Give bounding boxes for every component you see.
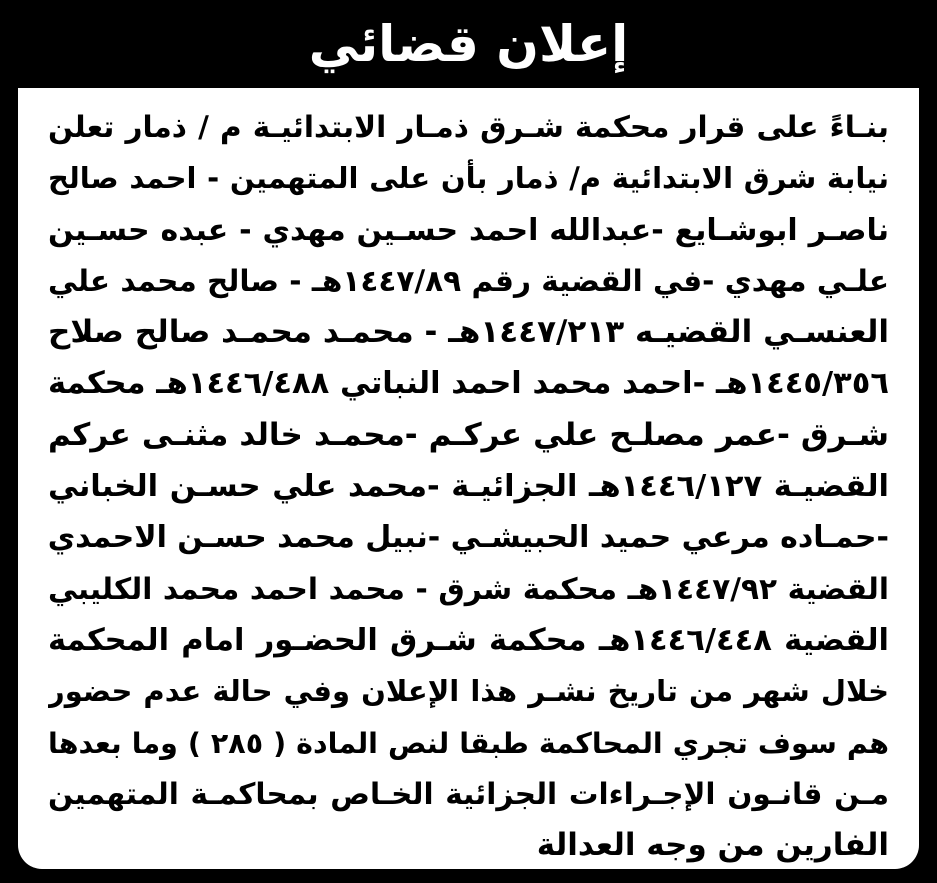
notice-body <box>18 88 919 869</box>
notice-line: ١٤٤٥/٣٥٦هـ -احمد محمد احمد النباتي ١٤٤٦/٤٨٨هـ محكمة <box>48 366 889 402</box>
notice-line: القضيـة ١٤٤٦/١٢٧هـ الجزائيـة -محمد علي حسـن الخباني <box>48 469 889 505</box>
notice-header <box>0 0 937 88</box>
notice-line: نيابة شرق الابتدائية م/ ذمار بأن على المتهمين - احمد صالح <box>48 161 889 196</box>
notice-line: ناصـر ابوشـايع -عبدالله احمد حسـين مهدي - عبده حسـين <box>48 212 889 248</box>
notice-line: هم سوف تجري المحاكمة طبقا لنص المادة ( ٢٨٥ ) وما بعدها <box>48 726 889 760</box>
notice-line: علـي مهدي -في القضية رقم ١٤٤٧/٨٩هـ - صالح محمد علي <box>48 263 889 298</box>
notice-line: القضية ١٤٤٧/٩٢هـ محكمة شرق - محمد احمد محمد الكليبي <box>48 571 889 606</box>
notice-line: مـن قانـون الإجـراءات الجزائية الخـاص بمحاكمـة المتهمين <box>48 776 889 811</box>
notice-title: إعلان قضائي <box>308 15 629 73</box>
notice-line: بنـاءً على قرار محكمة شـرق ذمـار الابتدائيـة م / ذمار تعلن <box>48 110 889 144</box>
notice-line: الفارين من وجه العدالة <box>536 827 889 864</box>
notice-line: القضية ١٤٤٦/٤٤٨هـ محكمة شـرق الحضـور امام المحكمة <box>48 622 889 658</box>
notice-line: -حمـاده مرعي حميد الحبيشـي -نبيل محمد حسـن الاحمدي <box>48 520 889 556</box>
notice-line: خلال شهر من تاريخ نشـر هذا الإعلان وفي حالة عدم حضور <box>48 674 889 709</box>
notice-line: العنسـي القضيـه ١٤٤٧/٢١٣هـ - محمـد محمـد صالح صلاح <box>48 314 889 351</box>
notice-line: شـرق -عمر مصلـح علي عركـم -محمـد خالد مثنـى عركم <box>48 416 889 453</box>
